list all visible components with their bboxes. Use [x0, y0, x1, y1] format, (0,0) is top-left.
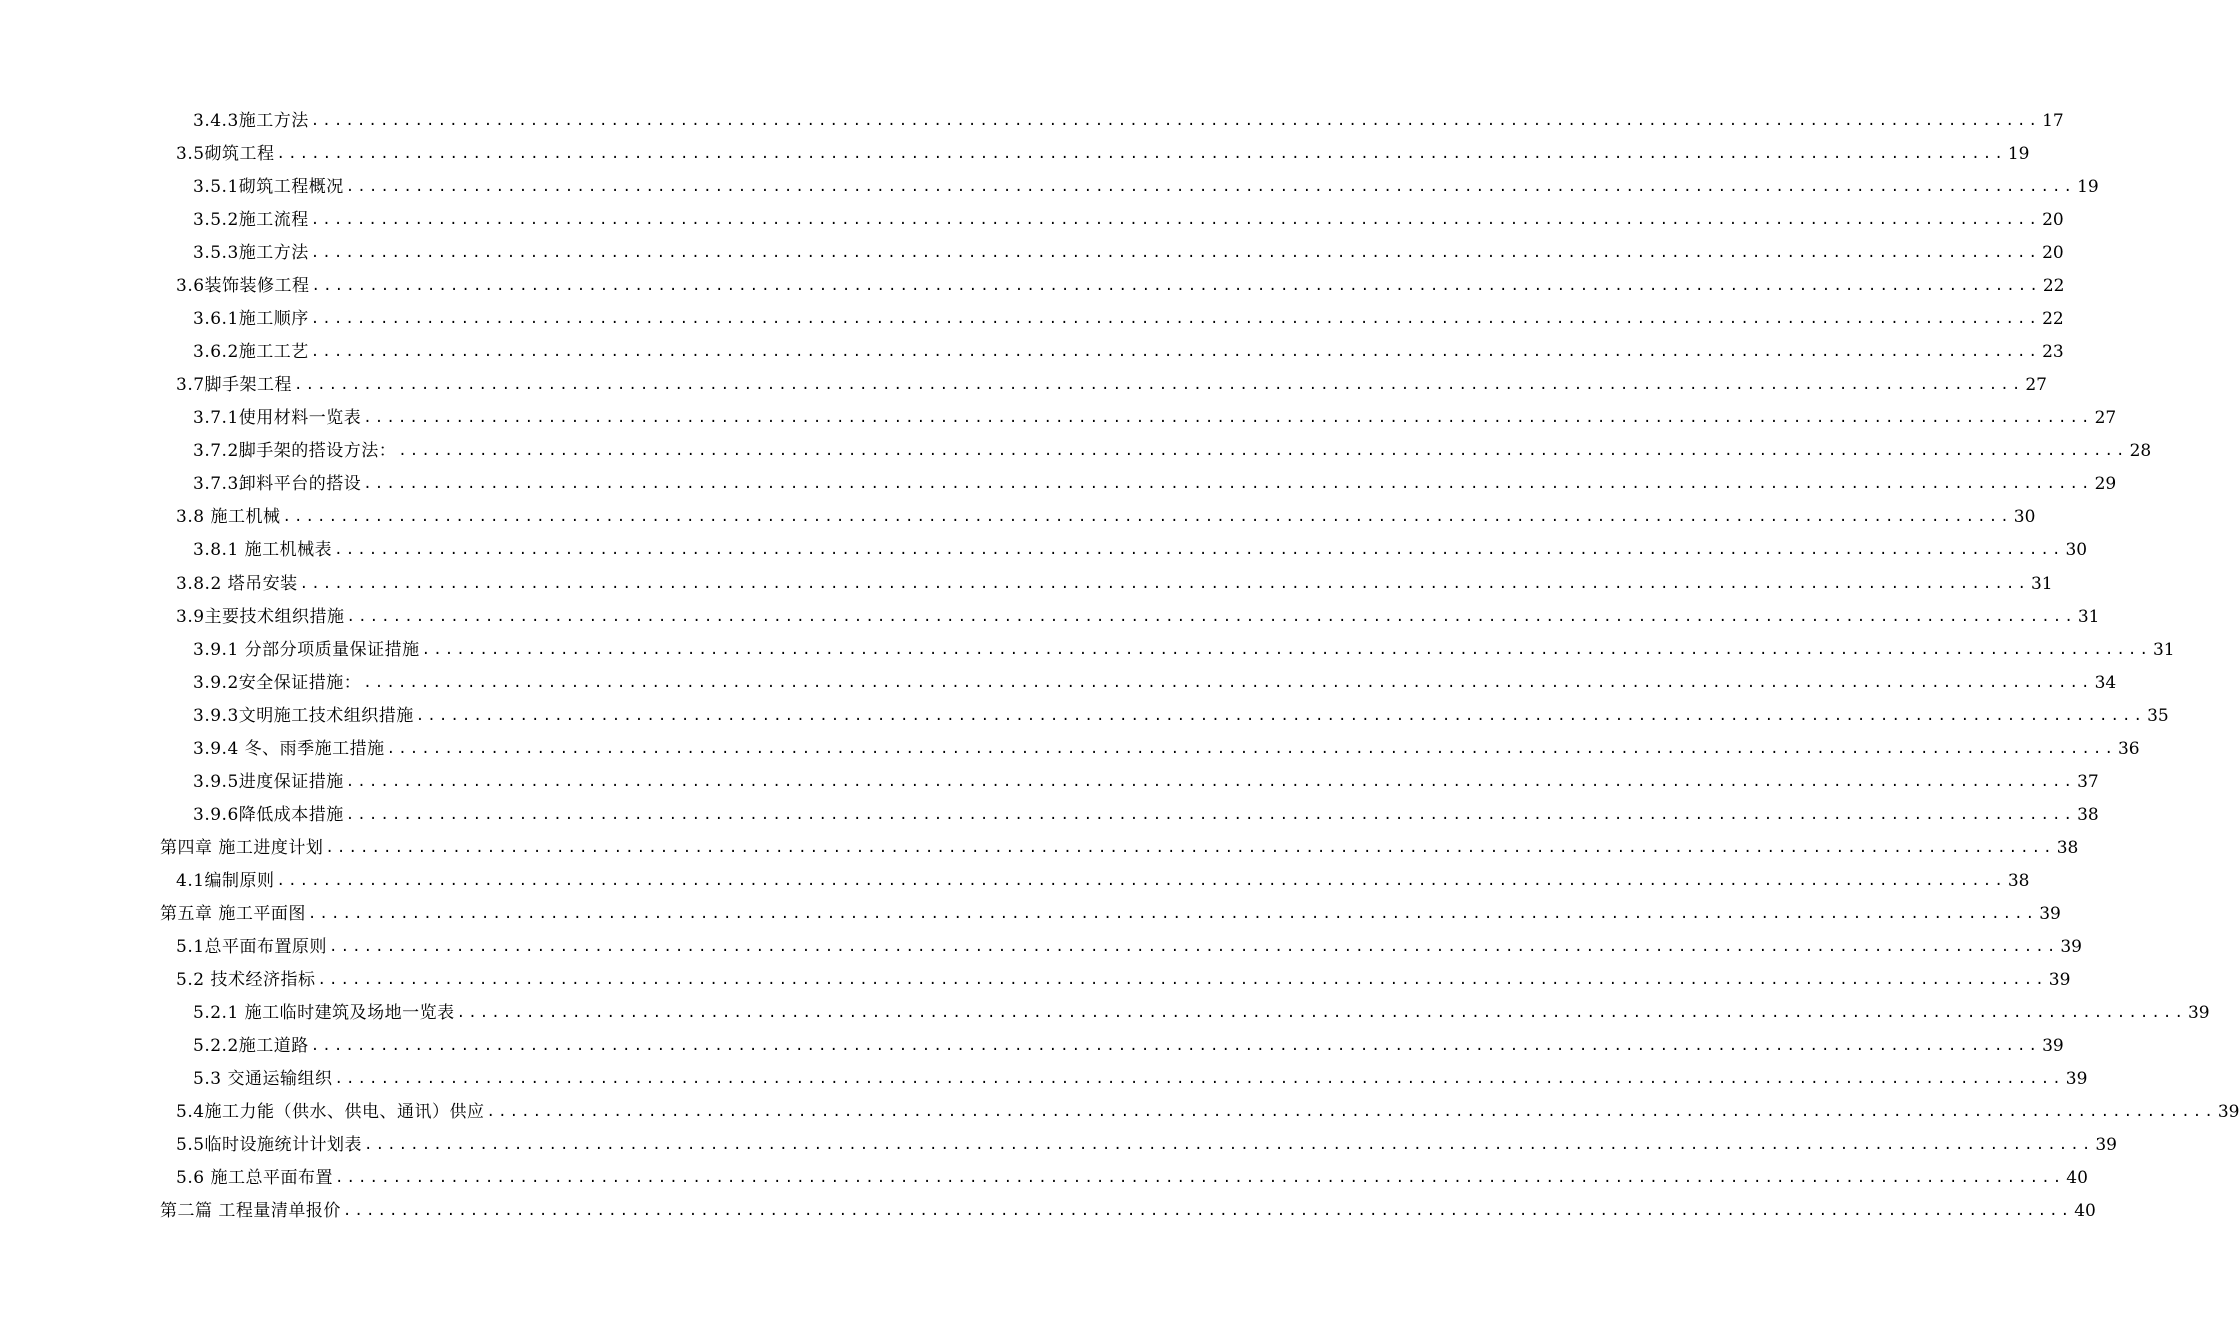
toc-entry[interactable]: [193, 171, 2099, 204]
toc-dot-leader: ......................................................................................................................................................: [310, 311, 2041, 327]
toc-page-number: 39: [2060, 937, 2082, 957]
toc-entry-label: 5.1总平面布置原则: [176, 937, 328, 957]
toc-dot-leader: ......................................................................................................................................................: [334, 1071, 2064, 1087]
toc-page-number: 39: [2042, 1036, 2064, 1056]
toc-entry-label: 3.6装饰装修工程: [176, 276, 310, 296]
toc-entry-label: 3.4.3施工方法: [193, 111, 309, 131]
toc-entry-label: 3.8.1 施工机械表: [193, 540, 333, 560]
toc-entry-label: 3.9.6降低成本措施: [193, 805, 344, 825]
toc-dot-leader: ......................................................................................................................................................: [317, 972, 2047, 988]
toc-dot-leader: ......................................................................................................................................................: [345, 807, 2076, 823]
toc-entry-label: 第二篇 工程量清单报价: [160, 1201, 341, 1221]
toc-page-number: 40: [2074, 1201, 2096, 1221]
toc-dot-leader: ......................................................................................................................................................: [299, 576, 2029, 592]
toc-dot-leader: ......................................................................................................................................................: [486, 1104, 2216, 1120]
toc-page-number: 37: [2077, 772, 2099, 792]
toc-page-number: 31: [2152, 640, 2175, 660]
toc-page-number: 19: [2007, 144, 2030, 164]
toc-entry-label: 5.2.1 施工临时建筑及场地一览表: [193, 1003, 455, 1023]
toc-dot-leader: ......................................................................................................................................................: [363, 410, 2093, 426]
toc-dot-leader: ......................................................................................................................................................: [282, 509, 2012, 525]
toc-entry-label: 3.5.3施工方法: [193, 243, 309, 263]
toc-page-number: 22: [2042, 309, 2064, 329]
toc-entry-label: 3.7.3卸料平台的搭设: [193, 474, 362, 494]
toc-entry[interactable]: [176, 138, 2030, 171]
toc-dot-leader: ......................................................................................................................................................: [310, 212, 2041, 228]
toc-entry[interactable]: [193, 402, 2117, 435]
toc-dot-leader: ......................................................................................................................................................: [307, 906, 2038, 922]
toc-entry-label: 3.7.1使用材料一览表: [193, 408, 362, 428]
toc-dot-leader: ......................................................................................................................................................: [345, 179, 2076, 195]
toc-page-number: 28: [2129, 441, 2152, 461]
toc-entry[interactable]: [193, 766, 2099, 799]
toc-page-number: 39: [2217, 1102, 2240, 1122]
toc-page-number: 35: [2147, 706, 2169, 726]
toc-entry[interactable]: [193, 733, 2140, 766]
toc-page-number: 39: [2187, 1003, 2210, 1023]
toc-page-number: 38: [2077, 805, 2099, 825]
toc-dot-leader: ......................................................................................................................................................: [415, 708, 2146, 724]
toc-dot-leader: ......................................................................................................................................................: [294, 377, 2024, 393]
toc-entry-label: 3.7脚手架工程: [176, 375, 293, 395]
toc-dot-leader: ......................................................................................................................................................: [342, 1203, 2073, 1219]
toc-dot-leader: ......................................................................................................................................................: [364, 1137, 2094, 1153]
toc-entry-label: 3.6.2施工工艺: [193, 342, 309, 362]
toc-entry-label: 5.2.2施工道路: [193, 1036, 309, 1056]
toc-entry[interactable]: [193, 1063, 2088, 1096]
toc-dot-leader: ......................................................................................................................................................: [334, 1170, 2065, 1186]
toc-entry-label: 3.9.3文明施工技术组织措施: [193, 706, 414, 726]
toc-entry[interactable]: [176, 1096, 2240, 1129]
toc-entry[interactable]: [176, 964, 2071, 997]
toc-entry-label: 3.7.2脚手架的搭设方法：: [193, 441, 397, 461]
toc-dot-leader: ......................................................................................................................................................: [310, 113, 2041, 129]
toc-page-number: 23: [2042, 342, 2064, 362]
toc-entry[interactable]: [193, 1030, 2064, 1063]
toc-dot-leader: ......................................................................................................................................................: [386, 741, 2116, 757]
toc-page-number: 39: [2048, 970, 2071, 990]
toc-entry[interactable]: [193, 468, 2117, 501]
toc-page-number: 30: [2065, 540, 2088, 560]
toc-dot-leader: ......................................................................................................................................................: [329, 939, 2059, 955]
toc-entry[interactable]: [193, 237, 2064, 270]
toc-entry[interactable]: [193, 336, 2064, 369]
toc-page-number: 38: [2007, 871, 2030, 891]
toc-entry[interactable]: [193, 534, 2088, 567]
toc-entry-label: 第五章 施工平面图: [160, 904, 306, 924]
toc-entry-label: 3.5.2施工流程: [193, 210, 309, 230]
toc-entry[interactable]: [176, 270, 2065, 303]
toc-entry[interactable]: [176, 1162, 2088, 1195]
toc-entry[interactable]: [160, 898, 2061, 931]
toc-dot-leader: ......................................................................................................................................................: [345, 774, 2076, 790]
toc-dot-leader: ......................................................................................................................................................: [363, 476, 2093, 492]
toc-page-number: 36: [2117, 739, 2140, 759]
toc-page-number: 29: [2094, 474, 2117, 494]
toc-entry[interactable]: [176, 501, 2036, 534]
toc-page-number: 30: [2013, 507, 2036, 527]
toc-entry-label: 3.5砌筑工程: [176, 144, 275, 164]
toc-dot-leader: ......................................................................................................................................................: [398, 443, 2128, 459]
toc-entry-label: 3.8.2 塔吊安装: [176, 574, 298, 594]
toc-entry[interactable]: [176, 568, 2053, 601]
toc-page-number: 40: [2066, 1168, 2088, 1188]
toc-dot-leader: ......................................................................................................................................................: [276, 146, 2006, 162]
toc-dot-leader: ......................................................................................................................................................: [346, 609, 2076, 625]
toc-page-number: 27: [2025, 375, 2047, 395]
toc-page-number: 20: [2042, 243, 2064, 263]
toc-entry[interactable]: [193, 634, 2175, 667]
toc-page-number: 20: [2042, 210, 2064, 230]
toc-entry-label: 3.5.1砌筑工程概况: [193, 177, 344, 197]
toc-entry-label: 5.5临时设施统计计划表: [176, 1135, 363, 1155]
toc-page-number: 27: [2094, 408, 2117, 428]
toc-entry[interactable]: [176, 931, 2082, 964]
toc-entry-label: 3.9.4 冬、雨季施工措施: [193, 739, 385, 759]
toc-dot-leader: ......................................................................................................................................................: [421, 642, 2151, 658]
toc-entry[interactable]: [160, 1195, 2096, 1228]
toc-entry[interactable]: [193, 435, 2152, 468]
toc-entry-label: 3.9.5进度保证措施: [193, 772, 344, 792]
toc-entry[interactable]: [193, 105, 2064, 138]
toc-dot-leader: ......................................................................................................................................................: [310, 344, 2041, 360]
toc-entry[interactable]: [193, 799, 2099, 832]
toc-page-number: 19: [2077, 177, 2099, 197]
toc-entry-label: 3.8 施工机械: [176, 507, 281, 527]
toc-entry-label: 3.9主要技术组织措施: [176, 607, 345, 627]
toc-entry-label: 3.9.1 分部分项质量保证措施: [193, 640, 420, 660]
toc-entry[interactable]: [193, 700, 2169, 733]
toc-dot-leader: ......................................................................................................................................................: [310, 1038, 2041, 1054]
toc-dot-leader: ......................................................................................................................................................: [456, 1005, 2186, 1021]
toc-entry-label: 4.1编制原则: [176, 871, 275, 891]
toc-dot-leader: ......................................................................................................................................................: [325, 840, 2055, 856]
toc-entry[interactable]: [176, 369, 2047, 402]
toc-entry-label: 3.6.1施工顺序: [193, 309, 309, 329]
toc-dot-leader: ......................................................................................................................................................: [334, 542, 2064, 558]
toc-dot-leader: ......................................................................................................................................................: [363, 675, 2093, 691]
toc-page-number: 39: [2095, 1135, 2117, 1155]
toc-entry[interactable]: [193, 204, 2064, 237]
toc-page-number: 39: [2039, 904, 2061, 924]
toc-entry-label: 3.9.2安全保证措施：: [193, 673, 362, 693]
toc-entry-label: 第四章 施工进度计划: [160, 838, 324, 858]
toc-page-number: 31: [2077, 607, 2100, 627]
toc-entry-label: 5.2 技术经济指标: [176, 970, 316, 990]
toc-entry[interactable]: [176, 865, 2030, 898]
toc-page-number: 17: [2042, 111, 2064, 131]
toc-entry-label: 5.4施工力能（供水、供电、通讯）供应: [176, 1102, 485, 1122]
toc-dot-leader: ......................................................................................................................................................: [311, 278, 2041, 294]
toc-entry[interactable]: [193, 997, 2210, 1030]
toc-entry[interactable]: [176, 1129, 2117, 1162]
toc-entry-label: 5.3 交通运输组织: [193, 1069, 333, 1089]
toc-entry[interactable]: [160, 832, 2079, 865]
toc-page-number: 39: [2065, 1069, 2088, 1089]
toc-page-number: 34: [2094, 673, 2117, 693]
toc-entry[interactable]: [193, 667, 2117, 700]
toc-entry-label: 5.6 施工总平面布置: [176, 1168, 333, 1188]
toc-page-number: 31: [2030, 574, 2053, 594]
toc-page-number: 22: [2042, 276, 2065, 296]
toc-entry[interactable]: [193, 303, 2064, 336]
toc-page-number: 38: [2056, 838, 2079, 858]
toc-dot-leader: ......................................................................................................................................................: [310, 245, 2041, 261]
toc-dot-leader: ......................................................................................................................................................: [276, 873, 2006, 889]
toc-entry[interactable]: [176, 601, 2100, 634]
